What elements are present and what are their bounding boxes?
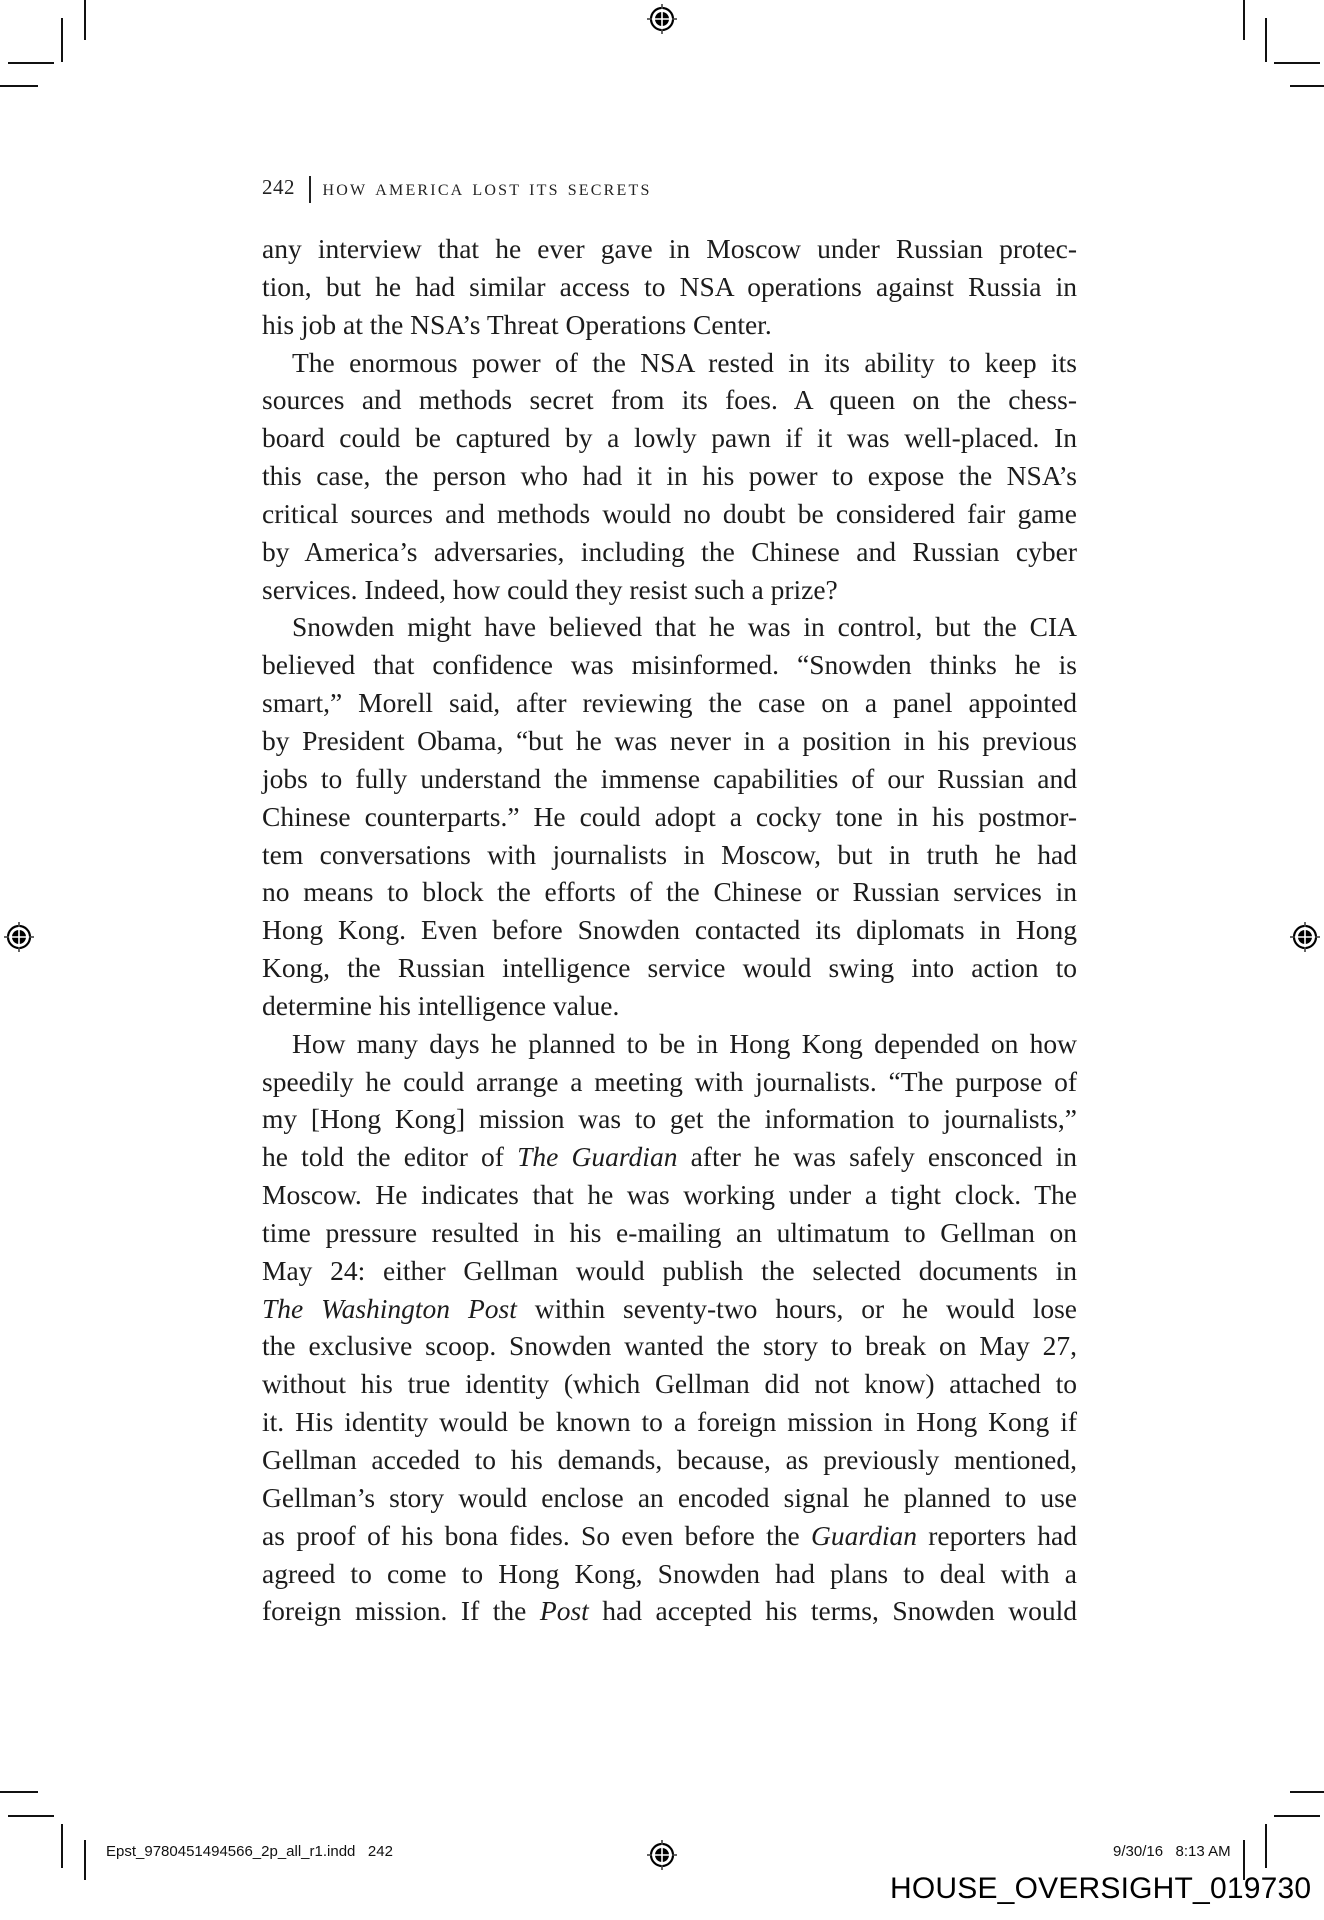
- text-run: Hong Kong. Even before Snowden contacted its diplomats in Hong: [262, 914, 1077, 946]
- text-line: [262, 1555, 1077, 1593]
- text-line: [262, 1138, 1077, 1176]
- text-line: [262, 533, 1077, 571]
- text-line: [262, 1327, 1077, 1365]
- text-line: [262, 608, 1077, 646]
- text-line: [262, 306, 1077, 344]
- body-text: [262, 230, 1077, 1630]
- running-header: [262, 174, 652, 201]
- text-line: [262, 949, 1077, 987]
- text-run: Moscow. He indicates that he was working under a tight clock. The: [262, 1179, 1077, 1211]
- text-run: Chinese counterparts.” He could adopt a cocky tone in his postmor-: [262, 800, 1077, 832]
- text-run: the exclusive scoop. Snowden wanted the story to break on May 27,: [262, 1330, 1077, 1362]
- text-run: believed that confidence was misinformed. “Snowden thinks he is: [262, 649, 1077, 681]
- italic-title: Post: [539, 1595, 589, 1627]
- registration-mark-icon: [647, 4, 677, 34]
- text-line: [262, 1517, 1077, 1555]
- text-run: without his true identity (which Gellman did not know) attached to: [262, 1368, 1077, 1400]
- text-run: smart,” Morell said, after reviewing the case on a panel appointed: [262, 687, 1077, 719]
- registration-mark-icon: [4, 922, 34, 952]
- text-line: [262, 911, 1077, 949]
- text-line: [262, 1214, 1077, 1252]
- italic-title: The Guardian: [517, 1141, 678, 1173]
- slug-filename: Epst_9780451494566_2p_all_r1.indd 242: [106, 1843, 393, 1860]
- text-line: [262, 571, 1077, 609]
- crop-mark: [1274, 62, 1320, 64]
- text-line: [262, 419, 1077, 457]
- registration-mark-icon: [1290, 922, 1320, 952]
- text-run: May 24: either Gellman would publish the selected documents in: [262, 1254, 1077, 1286]
- crop-mark: [1274, 1815, 1320, 1817]
- text-run: speedily he could arrange a meeting with journalists. “The purpose of: [262, 1065, 1077, 1097]
- text-run: reporters had: [916, 1519, 1077, 1551]
- text-run: it. His identity would be known to a foreign mission in Hong Kong if: [262, 1406, 1077, 1438]
- text-run: my [Hong Kong] mission was to get the information to journalists,”: [262, 1103, 1077, 1135]
- text-run: The enormous power of the NSA rested in its ability to keep its: [292, 346, 1077, 378]
- text-line: [262, 495, 1077, 533]
- crop-mark: [8, 1815, 54, 1817]
- crop-mark: [8, 62, 54, 64]
- text-line: [262, 798, 1077, 836]
- text-line: [262, 381, 1077, 419]
- text-line: [262, 1365, 1077, 1403]
- text-run: any interview that he ever gave in Moscow under Russian protec-: [262, 233, 1077, 264]
- text-line: [262, 268, 1077, 306]
- text-run: after he was safely ensconced in: [677, 1141, 1077, 1173]
- text-line: [262, 1592, 1077, 1630]
- text-line: [262, 646, 1077, 684]
- crop-mark: [1265, 18, 1267, 62]
- text-run: had accepted his terms, Snowden would: [588, 1595, 1077, 1627]
- crop-mark: [1265, 1824, 1267, 1868]
- crop-mark: [1243, 0, 1245, 40]
- italic-title: Guardian: [811, 1519, 917, 1551]
- text-run: critical sources and methods would no doubt be considered fair game: [262, 497, 1077, 529]
- text-run: by President Obama, “but he was never in a position in his previous: [262, 724, 1077, 756]
- page-number: 242: [262, 175, 295, 199]
- text-line: [262, 1403, 1077, 1441]
- text-line: [262, 344, 1077, 382]
- text-run: services. Indeed, how could they resist such a prize?: [262, 573, 838, 605]
- text-run: time pressure resulted in his e-mailing an ultimatum to Gellman on: [262, 1216, 1077, 1248]
- text-run: Gellman’s story would enclose an encoded signal he planned to use: [262, 1481, 1077, 1513]
- registration-mark-icon: [647, 1840, 677, 1870]
- text-line: [262, 760, 1077, 798]
- text-line: [262, 1252, 1077, 1290]
- text-run: as proof of his bona fides. So even before the: [262, 1519, 812, 1551]
- text-line: [262, 873, 1077, 911]
- text-run: How many days he planned to be in Hong Kong depended on how: [292, 1027, 1077, 1059]
- text-line: [262, 457, 1077, 495]
- text-line: [262, 1100, 1077, 1138]
- text-run: board could be captured by a lowly pawn if it was well-placed. In: [262, 422, 1077, 454]
- text-run: determine his intelligence value.: [262, 989, 620, 1021]
- text-line: [262, 230, 1077, 268]
- book-title: how america lost its secrets: [322, 174, 652, 200]
- italic-title: The Washington Post: [262, 1292, 517, 1324]
- text-run: he told the editor of: [262, 1141, 518, 1173]
- text-run: Gellman acceded to his demands, because, as previously mentioned,: [262, 1444, 1077, 1475]
- text-run: Snowden might have believed that he was in control, but the CIA: [292, 611, 1077, 643]
- crop-mark: [1290, 1791, 1324, 1793]
- text-run: jobs to fully understand the immense capabilities of our Russian and: [262, 762, 1077, 794]
- text-line: [262, 722, 1077, 760]
- text-run: Kong, the Russian intelligence service would swing into action to: [262, 952, 1077, 984]
- crop-mark: [1290, 85, 1324, 87]
- text-line: [262, 836, 1077, 874]
- text-run: by America’s adversaries, including the Chinese and Russian cyber: [262, 535, 1077, 567]
- text-run: tion, but he had similar access to NSA operations against Russia in: [262, 270, 1077, 302]
- text-line: [262, 987, 1077, 1025]
- text-run: his job at the NSA’s Threat Operations Center.: [262, 308, 772, 340]
- bates-number: HOUSE_OVERSIGHT_019730: [890, 1872, 1312, 1905]
- crop-mark: [0, 1791, 38, 1793]
- crop-mark: [0, 85, 38, 87]
- text-line: [262, 1479, 1077, 1517]
- text-line: [262, 1025, 1077, 1063]
- crop-mark: [61, 18, 63, 62]
- text-line: [262, 1176, 1077, 1214]
- text-run: sources and methods secret from its foes. A queen on the chess-: [262, 384, 1077, 416]
- slug-datetime: 9/30/16 8:13 AM: [1113, 1843, 1231, 1860]
- text-run: foreign mission. If the: [262, 1595, 540, 1627]
- text-line: [262, 1290, 1077, 1328]
- text-line: [262, 684, 1077, 722]
- text-run: this case, the person who had it in his power to expose the NSA’s: [262, 460, 1077, 492]
- crop-mark: [61, 1824, 63, 1868]
- text-line: [262, 1063, 1077, 1101]
- text-run: no means to block the efforts of the Chinese or Russian services in: [262, 876, 1077, 908]
- text-run: agreed to come to Hong Kong, Snowden had plans to deal with a: [262, 1557, 1077, 1589]
- text-run: tem conversations with journalists in Moscow, but in truth he had: [262, 838, 1077, 870]
- text-run: within seventy-two hours, or he would lose: [516, 1292, 1077, 1324]
- crop-mark: [84, 0, 86, 40]
- text-line: [262, 1441, 1077, 1479]
- crop-mark: [84, 1840, 86, 1880]
- header-divider: [309, 176, 311, 203]
